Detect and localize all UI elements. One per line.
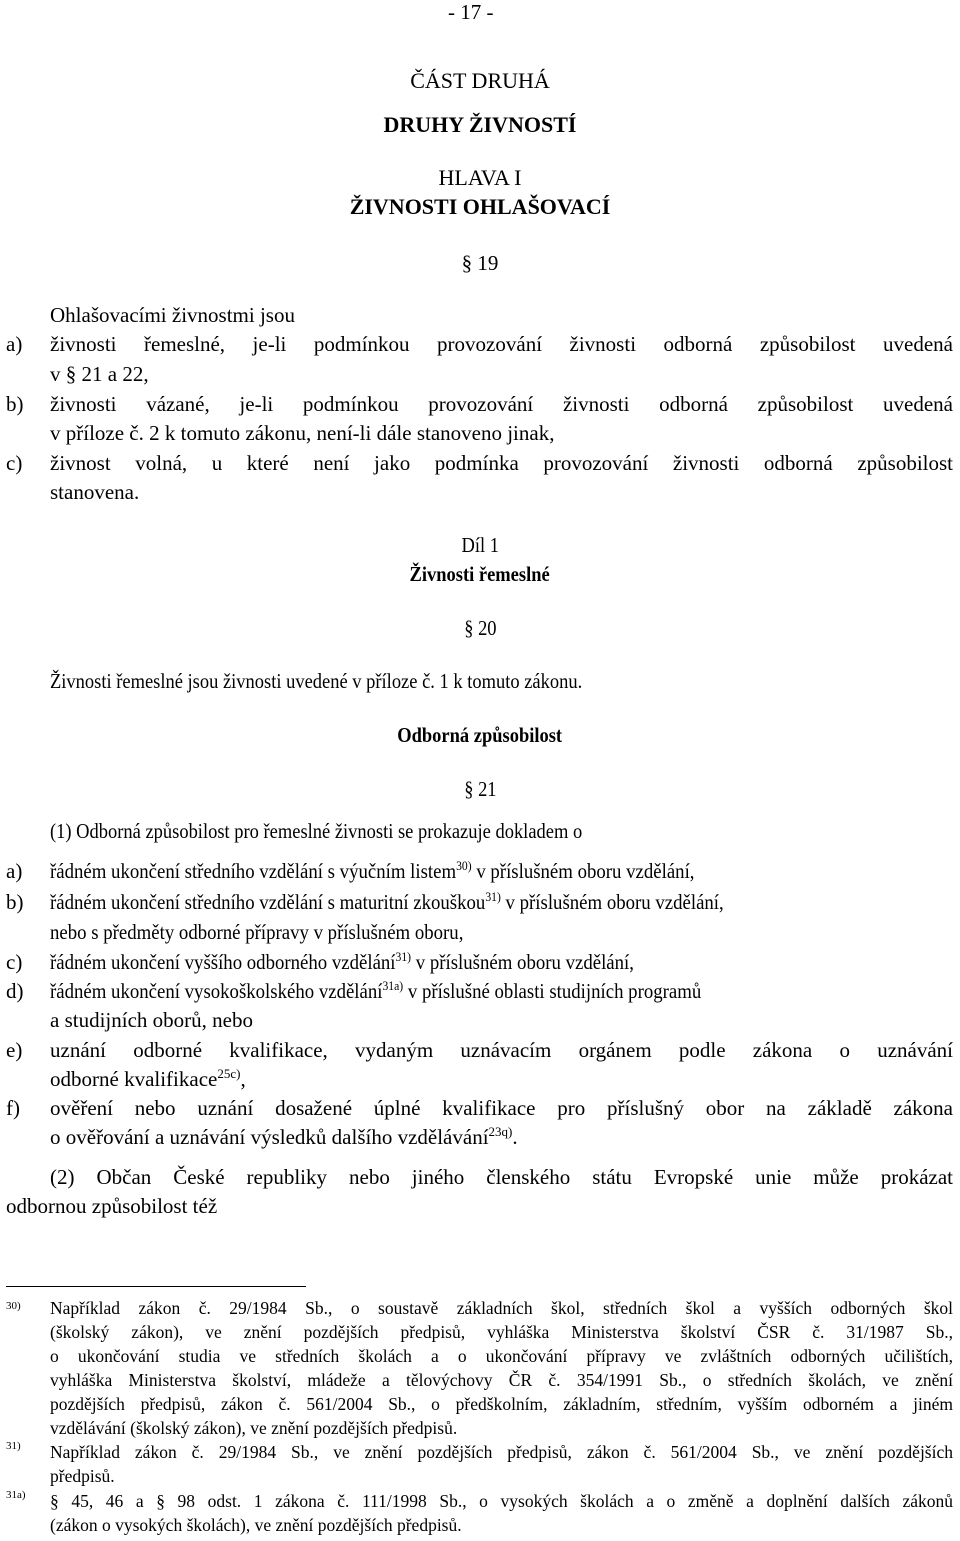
list-item-part: . [512,1125,518,1149]
section-19-heading: § 19 [461,251,499,275]
section-20-heading-text: § 20 [463,616,497,640]
list-item-label: e) [6,1038,23,1062]
section-20-heading [0,616,960,641]
list-item-text: v příloze č. 2 k tomuto zákonu, není-li dále stanoveno jinak, [50,421,555,445]
list-item-text: uznání odborné kvalifikace, vydaným uznávacím orgánem podle zákona o uznávání [50,1038,953,1062]
list-item-label: a) [6,859,23,883]
list-item-text [50,1067,246,1092]
list-item-text [50,920,512,945]
list-item-part: v příslušné oblasti studijních programů [403,979,702,1003]
list-item-part: řádném ukončení středního vzdělání s maturitní zkouškou [50,890,486,914]
list-item-part: řádném ukončení středního vzdělání s výučním listem [50,859,457,883]
list-item-inner [50,890,724,915]
division-title [0,533,960,558]
list-item-text [50,1125,518,1150]
list-item-label: c) [6,950,23,974]
list-item-text [50,950,702,975]
head-title: HLAVA I [438,165,522,190]
section-21-heading-text: § 21 [463,777,497,801]
list-item-text: a studijních oborů, nebo [50,1008,253,1032]
list-item-text: stanovena. [50,480,140,504]
footnote-mark: 31) [6,1440,21,1452]
list-item-label: b) [6,392,24,416]
list-item-part: , [240,1067,246,1091]
footnote-separator [6,1286,306,1287]
part-subtitle: DRUHY ŽIVNOSTÍ [383,112,577,137]
list-item-part: odborné kvalifikace [50,1067,218,1091]
footnote-line: vyhláška Ministerstva školství, mládeže a tělovýchovy ČR č. 354/1991 Sb., o středních školách, ve znění [50,1370,953,1390]
footnote-line: o ukončování studia ve středních školách a o ukončování přípravy ve zvláštních odborných učilištích, [50,1346,953,1366]
footnote-line: (školský zákon), ve znění pozdějších předpisů, vyhláška Ministerstva školství ČSR č. 31/1987 Sb., [50,1322,953,1342]
footnote-mark: 31a) [6,1489,26,1501]
list-item-inner [50,979,701,1004]
list-item-label: b) [6,890,24,914]
list-item-inner [50,859,695,884]
list-item-part: v příslušném oboru vzdělání, [411,950,634,974]
footnote-line: (zákon o vysokých školách), ve znění pozdějších předpisů. [50,1515,462,1535]
list-item-part: řádném ukončení vysokoškolského vzdělání [50,979,383,1003]
section-21-heading [0,777,960,802]
list-item-text [50,890,803,915]
section-21-para1 [50,819,655,844]
footnote-ref: 31a) [382,978,404,993]
section-20-text-inner: Živnosti řemeslné jsou živnosti uvedené v příloze č. 1 k tomuto zákonu. [50,669,583,693]
footnote-ref: 31) [395,949,412,964]
section-21-para1-inner: (1) Odborná způsobilost pro řemeslné živnosti se prokazuje dokladem o [50,819,583,843]
list-item-text: živnost volná, u které není jako podmínka provozování živnosti odborná způsobilost [50,451,953,475]
footnote-line: Například zákon č. 29/1984 Sb., o soustavě základních škol, středních škol a vyšších odborných škol [50,1298,953,1318]
list-item-part: řádném ukončení vyššího odborného vzdělání [50,950,396,974]
list-item-label: f) [6,1096,20,1120]
footnote-mark: 30) [6,1300,21,1312]
list-item-text: ověření nebo uznání dosažené úplné kvalifikace pro příslušný obor na základě zákona [50,1096,953,1120]
footnote-ref: 23q) [488,1124,513,1139]
list-item-text [50,859,770,884]
division-subtitle-text: Živnosti řemeslné [409,562,551,586]
footnote-line: předpisů. [50,1466,115,1486]
page-number: - 17 - [448,0,494,24]
section-19-intro: Ohlašovacími živnostmi jsou [50,303,295,327]
list-item-label: c) [6,451,23,475]
list-item-label: a) [6,332,23,356]
footnote-line: pozdějších předpisů, zákon č. 561/2004 Sb., o předškolním, základním, středním, vyšším odborném a jiném [50,1394,953,1414]
list-item-part: o ověřování a uznávání výsledků dalšího vzdělávání [50,1125,489,1149]
footnote-ref: 25c) [217,1066,241,1081]
list-item-part: v příslušném oboru vzdělání, [471,859,695,883]
list-item-part: v příslušném oboru vzdělání, [500,890,724,914]
footnote-ref: 30) [456,858,472,873]
list-item-text: v § 21 a 22, [50,362,149,386]
competence-heading-text: Odborná způsobilost [397,723,563,747]
footnote-ref: 31) [485,889,501,904]
competence-heading [0,723,960,748]
part-title: ČÁST DRUHÁ [410,68,550,93]
list-item-text: živnosti řemeslné, je-li podmínkou provozování živnosti odborná způsobilost uvedená [50,332,953,356]
list-item-text [50,979,778,1004]
list-item-inner: nebo s předměty odborné přípravy v příslušném oboru, [50,920,464,944]
list-item-inner [50,950,634,975]
division-subtitle [0,562,960,587]
section-21-para2: (2) Občan České republiky nebo jiného členského státu Evropské unie může prokázat [50,1165,953,1189]
footnote-line: vzdělávání (školský zákon), ve znění pozdějších předpisů. [50,1418,458,1438]
division-title-text: Díl 1 [461,533,499,557]
section-21-para2: odbornou způsobilost též [6,1194,218,1218]
head-subtitle: ŽIVNOSTI OHLAŠOVACÍ [349,194,611,219]
list-item-text: živnosti vázané, je-li podmínkou provozování živnosti odborná způsobilost uvedená [50,392,953,416]
footnote-line: Například zákon č. 29/1984 Sb., ve znění pozdějších předpisů, zákon č. 561/2004 Sb., ve znění pozdějších [50,1442,953,1462]
list-item-label: d) [6,979,24,1003]
footnote-line: § 45, 46 a § 98 odst. 1 zákona č. 111/1998 Sb., o vysokých školách a o změně a doplnění dalších zákonů [50,1491,953,1511]
section-20-text [50,669,780,694]
